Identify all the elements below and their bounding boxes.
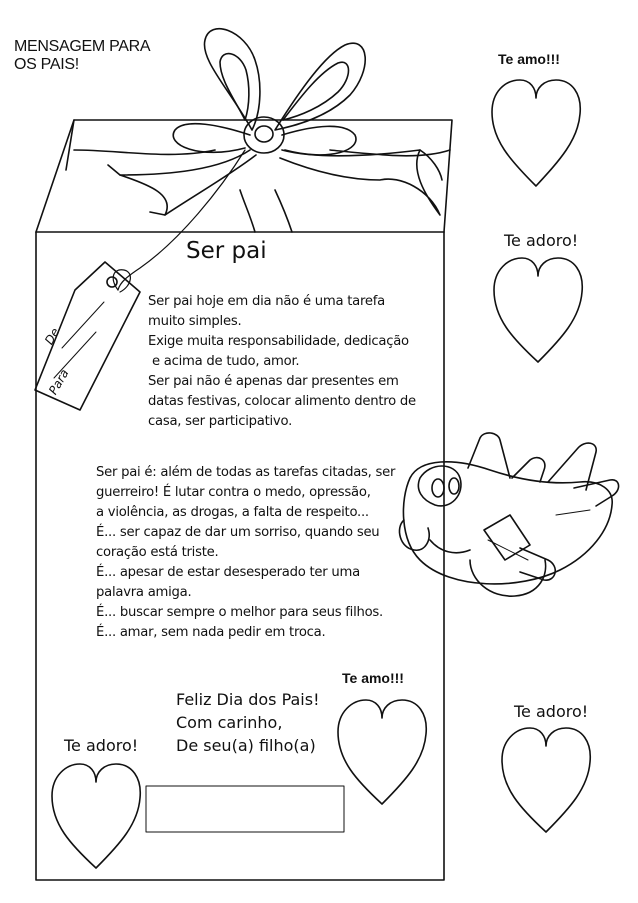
poem-line: casa, ser participativo. <box>148 414 293 429</box>
closing-line-1: Feliz Dia dos Pais! <box>176 690 320 709</box>
heart-label-top-right: Te amo!!! <box>498 51 560 67</box>
header-line-2: OS PAIS! <box>14 56 79 73</box>
closing-line-3: De seu(a) filho(a) <box>176 736 316 755</box>
poem-line: Exige muita responsabilidade, dedicação <box>148 334 409 349</box>
poem-title: Ser pai <box>186 238 267 264</box>
poem-line: palavra amiga. <box>96 585 192 600</box>
poem-line: É... buscar sempre o melhor para seus filhos. <box>96 605 383 620</box>
poem-line: Ser pai é: além de todas as tarefas citadas, ser <box>96 465 396 480</box>
name-box <box>146 786 344 832</box>
header-line-1: MENSAGEM PARA <box>14 38 151 55</box>
poem-line: Ser pai não é apenas dar presentes em <box>148 374 399 389</box>
tag-label-para: Para <box>46 366 72 397</box>
bow-icon <box>108 29 442 215</box>
closing-message <box>176 688 320 757</box>
heart-icon-bottom-center <box>338 700 426 804</box>
poem-line: datas festivas, colocar alimento dentro de <box>148 394 416 409</box>
poem-line: É... amar, sem nada pedir em troca. <box>96 625 326 640</box>
heart-icon-bottom-left <box>52 764 140 868</box>
poem-line: guerreiro! É lutar contra o medo, opressão, <box>96 485 371 500</box>
poem-line: É... apesar de estar desesperado ter uma <box>96 565 360 580</box>
poem-line: a violência, as drogas, a falta de respeito... <box>96 505 369 520</box>
poem-line: coração está triste. <box>96 545 219 560</box>
poem-line: muito simples. <box>148 314 242 329</box>
airplane-icon <box>399 433 618 596</box>
heart-label-bottom-center: Te amo!!! <box>342 670 404 686</box>
heart-icon-top-right <box>492 80 580 186</box>
heart-label-bottom-right: Te adoro! <box>514 702 589 721</box>
heart-icon-mid-right <box>494 258 582 362</box>
heart-label-mid-right: Te adoro! <box>504 231 579 250</box>
tag-label-de: De <box>42 325 63 347</box>
closing-line-2: Com carinho, <box>176 713 283 732</box>
heart-icon-bottom-right <box>502 728 590 832</box>
poem-line: Ser pai hoje em dia não é uma tarefa <box>148 294 385 309</box>
heart-label-bottom-left: Te adoro! <box>64 736 139 755</box>
poem-line: É... ser capaz de dar um sorriso, quando seu <box>96 525 380 540</box>
poem-line: e acima de tudo, amor. <box>152 354 300 369</box>
poem-stanza-1 <box>148 292 416 432</box>
page-header <box>14 38 150 74</box>
poem-stanza-2 <box>96 463 396 643</box>
